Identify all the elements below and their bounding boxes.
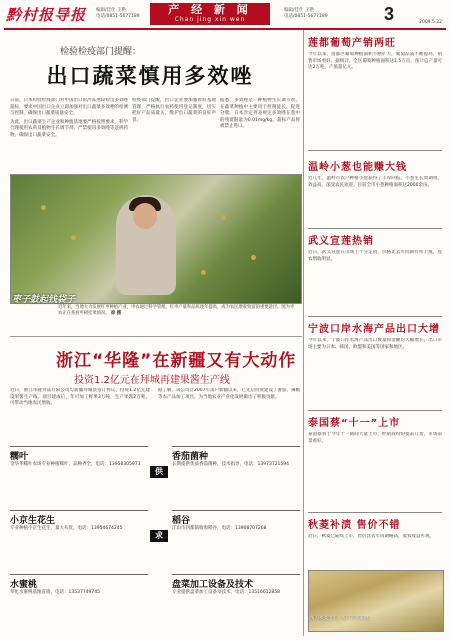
- ad-title: 水蜜桃: [10, 580, 38, 590]
- ad-text: 长期提供优质香茄菌种，技术指导，电话：13973721594: [172, 462, 289, 467]
- lead-body-col3: [220, 98, 300, 170]
- right-story-text: 近日，秋菱已陆续上市，售价比去年同期略高，菱农收益可观。: [308, 534, 434, 539]
- lead-para-2: 据悉，多效唑是一种植物生长调节剂，在蔬菜种植中主要用于控制徒长、促进分蘖。日本肯定列表规定多效唑在葱中的残留限量为0.01mg/kg，超标产品将被禁止进口。: [220, 98, 300, 130]
- ad-text: 金华华糯叶农场专业种植糯叶，品种齐全，电话：13958305973: [10, 462, 141, 467]
- story2-headline: 浙江“华隆”在新疆又有大动作: [56, 351, 297, 371]
- right-story-1: [308, 34, 442, 118]
- story2-subhead: 投资1.2亿元在拜城再建果酱生产线: [74, 375, 230, 386]
- right-story-3: [308, 232, 442, 294]
- photo-caption-text: [58, 305, 298, 317]
- photo-fruit: [71, 235, 76, 240]
- story2-col1: [10, 388, 150, 440]
- ad-5: [10, 574, 148, 635]
- divider: [308, 512, 442, 513]
- right-story-title: 宁波口岸水海产品出口大增: [308, 324, 440, 335]
- ad-text: 专业种植小京生花生，量大从优，电话：13954674245: [10, 526, 123, 531]
- ad-title: 稻谷: [172, 516, 191, 526]
- ad-3: [10, 510, 148, 573]
- section-subtitle: Chan jing xin wen: [174, 16, 246, 23]
- ad-title: 盘菜加工设备及技术: [172, 580, 254, 590]
- lead-para-1: 日前，日本检验检疫部门对中国出口的冷冻葱段检出多效唑超标，要求中国出口企业立即加强对出口蔬菜多效唑的检测与控制，确保出口蔬菜质量安全。: [10, 98, 128, 117]
- photo-credit: 徐 摄: [110, 311, 122, 316]
- phone-line: 电话/0851-5677189: [96, 14, 140, 19]
- photo-person-face: [133, 203, 157, 229]
- ad-text: 奉化水蜜桃基地直销，电话：13537749745: [10, 590, 100, 595]
- lead-headline: 出口蔬菜慎用多效唑: [46, 64, 254, 88]
- right-story-text: 近几年，温岭市农户种植小葱获得了丰厚回报。小葱生长周期短，效益高，深受农民欢迎。目前全市小葱种植面积达2000余亩。: [308, 176, 442, 188]
- right-story-title: 泰国蔡“十一”上市: [308, 418, 401, 429]
- divider: [308, 228, 442, 229]
- divider: [10, 336, 302, 337]
- section-band: [150, 3, 270, 25]
- section-title: 产 经 新 闻: [168, 3, 252, 16]
- right-story-text: 近日，武义宣莲在市场上十分走俏，价格比去年同期有所上涨，莲农增收明显。: [308, 250, 442, 262]
- ad-4: [172, 510, 300, 573]
- right-story-title: 莲都葡萄产销两旺: [308, 38, 396, 49]
- lead-body-col1: [10, 98, 128, 170]
- lead-kicker: 检验检疫部门提醒：: [60, 47, 142, 57]
- story2-para-1: 近日，浙江华隆食品有限公司与新疆拜城县签订协议，投资1.2亿元建设果酱生产线。项目建成后，年可加工鲜果3万吨，生产果酱2万吨，可带动当地农民增收。: [10, 388, 150, 407]
- masthead: [4, 2, 446, 28]
- photo-fruit: [201, 270, 206, 275]
- right-story-title: 秋菱补渍 售价不错: [308, 520, 401, 531]
- right-story-4: [308, 320, 442, 400]
- column-divider: [303, 30, 304, 636]
- story2-para-2: 据了解，该公司自2007年落户新疆以来，已先后投资建设了番茄、辣椒等农产品加工项目，为当地农业产业化发展做出了积极贡献。: [158, 388, 300, 400]
- ad-title: 香茄菌种: [172, 452, 209, 462]
- right-story-text: 今年以来，宁波口岸水海产品出口数量和金额均大幅增长，出口市场主要为日本、韩国、欧盟和美国等国家和地区。: [308, 338, 442, 350]
- ad-tag-supply: 供: [150, 466, 168, 478]
- right-story-title: 武义宣莲热销: [308, 236, 374, 247]
- editor-line: 编辑/佳仕 王艳: [96, 8, 126, 13]
- divider: [308, 316, 442, 317]
- market-photo-caption: 图为秋菱上市，农户正在采收。: [310, 616, 373, 621]
- date-info: [284, 8, 364, 20]
- right-story-5: [308, 414, 442, 494]
- photo-fruit: [251, 255, 256, 260]
- ad-title: 糯叶: [10, 452, 29, 462]
- lead-para-3: 为此，出口蔬菜生产企业和种植基地要严格按照要求，科学合理使用农药及植物生长调节剂，严禁使用多效唑等违规药物，确保出口蔬菜安全。: [10, 119, 128, 138]
- masthead-rule: [4, 28, 446, 30]
- ad-text: 专业提供盘菜加工设备及技术，电话：13516612858: [172, 590, 280, 595]
- orchard-photo: [10, 174, 302, 304]
- lead-side-para: 检疫部门提醒，出口企业要加强原料基地管理，严格执行农药使用登记制度，切实把好产品质量关，维护出口蔬菜的良好声誉。: [132, 98, 216, 123]
- divider: [308, 150, 442, 151]
- right-story-text: 今年以来，莲都区葡萄种植面积不断扩大，葡萄品质不断提高，销售市场看好。据统计，全区葡萄种植面积达1.5万亩，预计总产量可达2万吨，产值超亿元。: [308, 52, 442, 71]
- right-story-2: [308, 158, 442, 228]
- header-editor-line: 编辑/佳仕 王艳: [284, 8, 314, 13]
- photo-fruit: [221, 215, 226, 220]
- photo-caption-title: 枣子鼓起钱袋子: [12, 295, 76, 305]
- ad-1: [10, 446, 148, 509]
- photo-fruit: [41, 205, 46, 210]
- ad-tag-demand: 求: [150, 530, 168, 542]
- right-story-text: 泰国蔡将于今年十一期间大量上市，经销商纷纷提前订货，市场前景看好。: [308, 432, 442, 444]
- newspaper-logo: 黔村报导报: [6, 6, 87, 24]
- story2-col2: [158, 388, 300, 440]
- editor-info: [96, 8, 148, 20]
- ad-title: 小京生花生: [10, 516, 56, 526]
- right-story-title: 温岭小葱也能赚大钱: [308, 162, 407, 173]
- photo-caption-body: 近年来，当地大力发展红枣种植产业，枣农通过科学管理，红枣产量和品质逐年提高，成为农民增收致富的重要途径。图为枣农正在查看枣树挂果情况。: [58, 305, 295, 316]
- divider: [308, 410, 442, 411]
- lead-body-col2: [132, 98, 216, 170]
- header-phone-line: 电话/0851-5677189: [284, 14, 328, 19]
- page-number: 3: [383, 4, 394, 24]
- issue-date: 2009.5.22: [419, 20, 442, 25]
- ad-6: [172, 574, 300, 635]
- ad-2: [172, 446, 300, 509]
- ad-text: 江山市四都镇收购稻谷，电话：13908707268: [172, 526, 267, 531]
- right-story-6: [308, 516, 442, 568]
